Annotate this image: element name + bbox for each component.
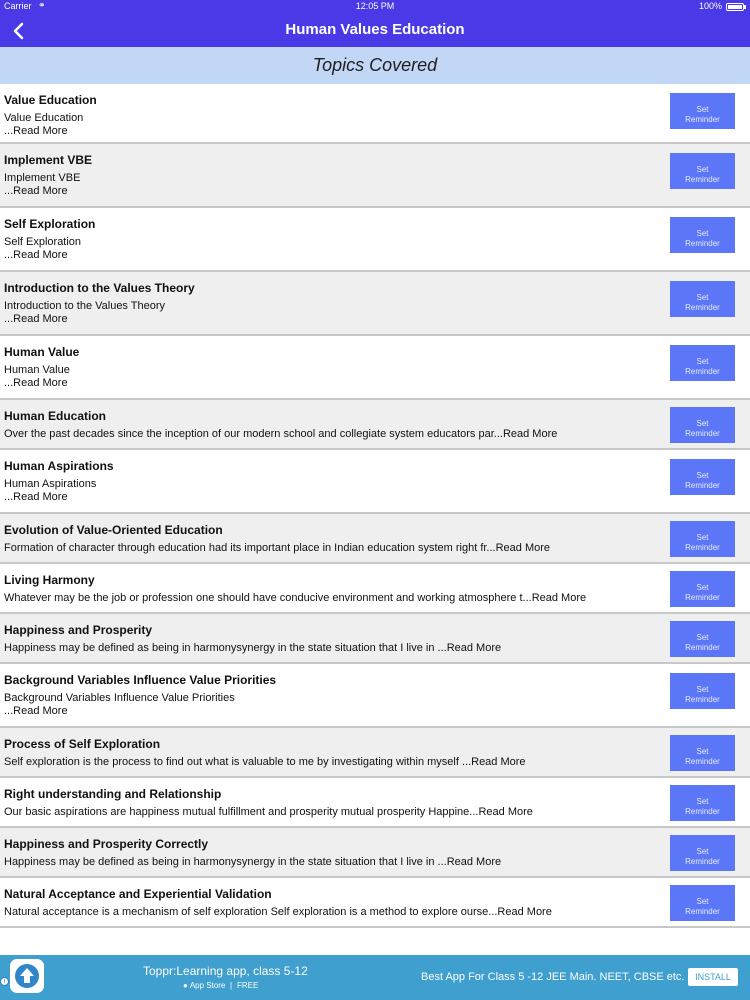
set-reminder-button[interactable] [670, 621, 735, 657]
read-more-link[interactable]: ...Read More [4, 313, 68, 325]
read-more-link[interactable]: ...Read More [4, 491, 68, 503]
reminder-label-line1: Set [696, 104, 709, 114]
ad-banner[interactable] [0, 955, 750, 1000]
topic-description: Human Aspirations [4, 478, 97, 490]
topic-description: Natural acceptance is a mechanism of self exploration Self exploration is a method to explore ourse...Read More [4, 906, 552, 918]
set-reminder-button[interactable] [670, 93, 735, 129]
reminder-label-line2: Reminder [685, 480, 720, 490]
topic-description: Human Value [4, 364, 70, 376]
reminder-label-line2: Reminder [685, 238, 720, 248]
carrier-label: Carrier [4, 1, 32, 11]
topic-row[interactable] [0, 400, 750, 450]
topic-description: Over the past decades since the inception of our modern school and collegiate system educators par...Read More [4, 428, 558, 440]
reminder-label-line1: Set [696, 684, 709, 694]
set-reminder-button[interactable] [670, 571, 735, 607]
topic-text [4, 623, 660, 655]
reminder-label-line2: Reminder [685, 756, 720, 766]
topic-text [4, 523, 660, 555]
reminder-label-line2: Reminder [685, 806, 720, 816]
reminder-label-line2: Reminder [685, 906, 720, 916]
read-more-link[interactable]: ...Read More [4, 249, 68, 261]
topic-title: Value Education [4, 93, 97, 107]
topic-title: Human Education [4, 409, 107, 423]
reminder-label-line2: Reminder [685, 174, 720, 184]
app-icon[interactable] [10, 959, 44, 993]
topic-row[interactable] [0, 144, 750, 208]
set-reminder-button[interactable] [670, 835, 735, 871]
topic-description: Implement VBE [4, 172, 81, 184]
topic-text [4, 787, 660, 819]
status-bar [0, 0, 750, 14]
read-more-link[interactable]: ...Read More [4, 125, 68, 137]
topic-row[interactable] [0, 208, 750, 272]
topic-row[interactable] [0, 564, 750, 614]
topic-description: Formation of character through education had its important place in Indian education system right fr...Read More [4, 542, 551, 554]
topic-title: Living Harmony [4, 573, 95, 587]
reminder-label-line1: Set [696, 356, 709, 366]
topic-title: Happiness and Prosperity Correctly [4, 837, 209, 851]
topic-row[interactable] [0, 514, 750, 564]
set-reminder-button[interactable] [670, 459, 735, 495]
set-reminder-button[interactable] [670, 217, 735, 253]
ad-tagline: Best App For Class 5 -12 JEE Main. NEET, CBSE etc. [421, 971, 685, 983]
topic-text [4, 459, 660, 504]
reminder-label-line2: Reminder [685, 302, 720, 312]
topic-title: Process of Self Exploration [4, 737, 161, 751]
set-reminder-button[interactable] [670, 407, 735, 443]
topic-title: Introduction to the Values Theory [4, 281, 195, 295]
topic-row[interactable] [0, 84, 750, 144]
reminder-label-line1: Set [696, 532, 709, 542]
topic-list [0, 84, 750, 928]
ad-separator: | [230, 981, 233, 990]
ad-store-label: App Store [189, 981, 226, 990]
set-reminder-button[interactable] [670, 153, 735, 189]
wifi-icon: ⚭ [38, 0, 46, 10]
set-reminder-button[interactable] [670, 785, 735, 821]
ad-title: Toppr:Learning app, class 5-12 [143, 964, 308, 978]
topic-description: Happiness may be defined as being in harmonysynergy in the state situation that I live in ...Read More [4, 856, 502, 868]
apple-icon: ● [183, 981, 188, 990]
reminder-label-line1: Set [696, 292, 709, 302]
set-reminder-button[interactable] [670, 345, 735, 381]
reminder-label-line1: Set [696, 470, 709, 480]
topic-row[interactable] [0, 272, 750, 336]
topic-description: Self Exploration [4, 236, 82, 248]
app-store-badge [183, 981, 225, 990]
battery-percent: 100% [698, 1, 722, 11]
topic-title: Right understanding and Relationship [4, 787, 222, 801]
topic-text [4, 345, 660, 390]
reminder-label-line2: Reminder [685, 428, 720, 438]
reminder-label-line2: Reminder [685, 114, 720, 124]
reminder-label-line2: Reminder [685, 694, 720, 704]
topic-text [4, 737, 660, 769]
install-button[interactable]: INSTALL [688, 968, 738, 986]
set-reminder-button[interactable] [670, 281, 735, 317]
set-reminder-button[interactable] [670, 885, 735, 921]
topic-description: Value Education [4, 112, 84, 124]
topic-description: Self exploration is the process to find out what is valuable to me by investigating within myself ...Read More [4, 756, 526, 768]
set-reminder-button[interactable] [670, 735, 735, 771]
ad-info-icon[interactable]: i [0, 977, 9, 986]
arrow-up-icon [15, 964, 39, 988]
topic-description: Whatever may be the job or profession one should have conducive environment and working atmosphere t...Read More [4, 592, 587, 604]
topic-text [4, 217, 660, 262]
set-reminder-button[interactable] [670, 521, 735, 557]
reminder-label-line1: Set [696, 632, 709, 642]
reminder-label-line1: Set [696, 896, 709, 906]
section-header [0, 47, 750, 84]
page-title: Human Values Education [285, 21, 465, 38]
topic-description: Happiness may be defined as being in harmonysynergy in the state situation that I live in ...Read More [4, 642, 502, 654]
set-reminder-button[interactable] [670, 673, 735, 709]
reminder-label-line2: Reminder [685, 642, 720, 652]
reminder-label-line1: Set [696, 418, 709, 428]
read-more-link[interactable]: ...Read More [4, 185, 68, 197]
section-title: Topics Covered [312, 55, 438, 75]
topic-title: Natural Acceptance and Experiential Validation [4, 887, 272, 901]
topic-row[interactable] [0, 878, 750, 928]
navigation-bar [0, 14, 750, 47]
reminder-label-line1: Set [696, 582, 709, 592]
topic-title: Self Exploration [4, 217, 96, 231]
read-more-link[interactable]: ...Read More [4, 377, 68, 389]
ad-price: FREE [237, 981, 259, 990]
reminder-label-line1: Set [696, 746, 709, 756]
reminder-label-line1: Set [696, 796, 709, 806]
topic-row[interactable] [0, 728, 750, 778]
battery-icon [726, 3, 744, 11]
topic-description: Introduction to the Values Theory [4, 300, 166, 312]
topic-title: Human Aspirations [4, 459, 114, 473]
topic-text [4, 153, 660, 198]
topic-title: Human Value [4, 345, 80, 359]
topic-text [4, 887, 660, 919]
reminder-label-line2: Reminder [685, 366, 720, 376]
topic-row[interactable] [0, 828, 750, 878]
topic-title: Evolution of Value-Oriented Education [4, 523, 223, 537]
topic-row[interactable] [0, 778, 750, 828]
topic-text [4, 281, 660, 326]
status-time: 12:05 PM [355, 1, 395, 11]
topic-row[interactable] [0, 450, 750, 514]
topic-row[interactable] [0, 664, 750, 728]
topic-title: Background Variables Influence Value Priorities [4, 673, 277, 687]
topic-text [4, 573, 660, 605]
topic-text [4, 409, 660, 441]
topic-title: Happiness and Prosperity [4, 623, 153, 637]
reminder-label-line1: Set [696, 164, 709, 174]
topic-text [4, 837, 660, 869]
topic-text [4, 673, 660, 718]
read-more-link[interactable]: ...Read More [4, 705, 68, 717]
topic-description: Background Variables Influence Value Priorities [4, 692, 235, 704]
reminder-label-line1: Set [696, 228, 709, 238]
topic-row[interactable] [0, 614, 750, 664]
topic-text [4, 93, 660, 138]
topic-description: Our basic aspirations are happiness mutual fulfillment and prosperity mutual prosperity Happine...Read More [4, 806, 533, 818]
reminder-label-line2: Reminder [685, 542, 720, 552]
reminder-label-line2: Reminder [685, 592, 720, 602]
topic-row[interactable] [0, 336, 750, 400]
reminder-label-line2: Reminder [685, 856, 720, 866]
reminder-label-line1: Set [696, 846, 709, 856]
topic-title: Implement VBE [4, 153, 93, 167]
